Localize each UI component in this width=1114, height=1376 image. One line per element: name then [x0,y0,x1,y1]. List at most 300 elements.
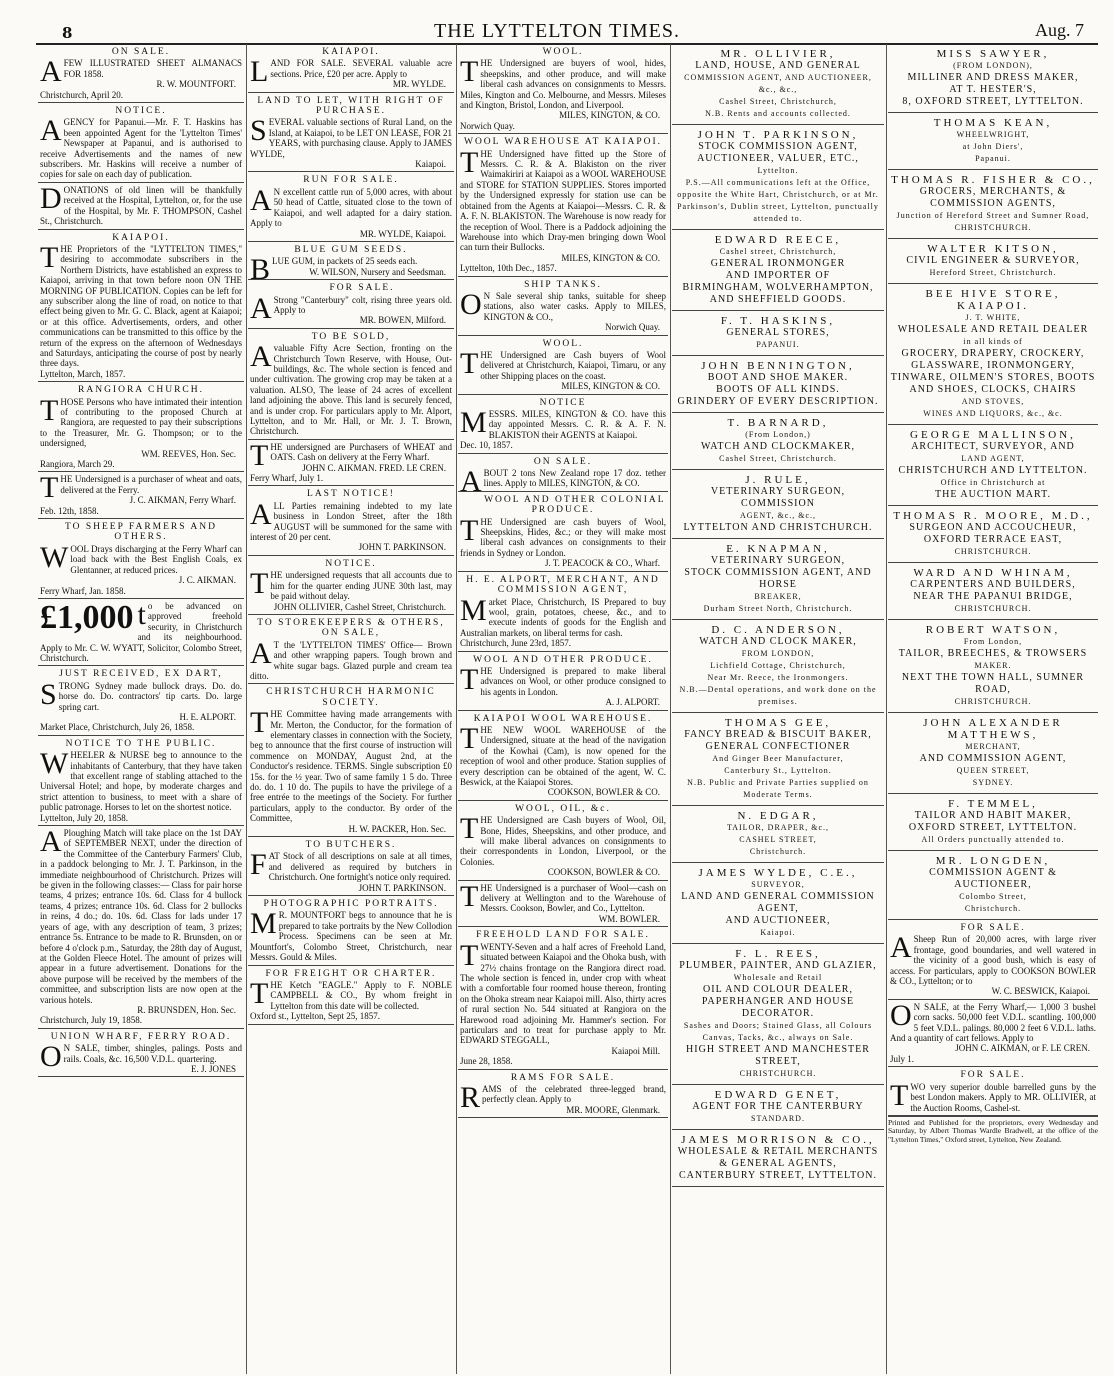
advertisement [38,599,244,666]
ad-dateline: July 1. [890,1053,915,1064]
card-line: All Orders punctually attended to. [921,835,1065,844]
ad-signature: W. WILSON, Nursery and Seedsman. [309,266,446,277]
advertisement [248,329,454,440]
ad-dateline: Lyttelton, July 20, 1858. [40,812,129,823]
card-line: CHRISTCHURCH. [954,604,1032,613]
ad-dateline: Christchurch, April 20. [40,89,123,100]
ad-heading: FOR FREIGHT OR CHARTER. [265,968,437,979]
card-line: CIVIL ENGINEER & SURVEYOR, [906,255,1080,266]
ad-body: THE Undersigned are buyers of wool, hides, sheepskins, and other produce, and will make liberal cash advances on consignments to Messrs. Miles, Kington and Co. Melbourne, and Messrs. Mileses and Kington, Bristol, London, and Liverpool. [460,55,666,111]
card-line: Papanui. [975,154,1011,163]
ad-signature: W. C. BESWICK, Kaiapoi. [991,986,1090,997]
advertisement [38,183,244,230]
column-2 [248,44,454,1372]
card-line: WHOLESALE & RETAIL MERCHANTS [677,1146,879,1157]
advertisement [888,1067,1098,1116]
card-line: GROCERS, MERCHANTS, & COMMISSION AGENTS, [919,186,1067,209]
ad-body: THE Undersigned are Cash buyers of Wool delivered at Christchurch, Kaiapoi, Timaru, or any other Shipping places on the coast. [460,346,666,381]
card-line: TINWARE, OILMEN'S STORES, BOOTS [890,372,1096,383]
card-line: N.B.—Dental operations, and work done on the premises. [679,685,877,706]
ad-heading: WOOL, OIL, &c. [515,803,611,814]
ad-heading: NOTICE [539,397,587,408]
card-line: 8, OXFORD STREET, LYTTELTON. [902,96,1084,107]
card-line: WATCH AND CLOCKMAKER, [700,441,856,452]
card-name: WALTER KITSON, [927,243,1059,255]
card-line: Christchurch. [749,847,807,856]
column-divider [246,44,247,1374]
ad-body: to be advanced on approved freehold security, in Christchurch and its neighbourhood. Apply to Mr. C. W. WYATT, Solicitor, Colombo Street, Christchurch. [40,597,242,663]
ad-body: THE undersigned requests that all accounts due to him for the quarter ending JUNE 30th last, may be paid without delay. [250,567,452,602]
ad-large-amount: £1,000 [40,598,134,636]
card-line: LAND AGENT, [961,454,1025,463]
ad-heading: RANGIORA CHURCH. [78,385,204,396]
ad-body: RAMS of the celebrated three-legged brand, perfectly clean. Apply to [460,1080,666,1114]
ad-body: AN excellent cattle run of 5,000 acres, with about 50 head of Cattle, situated close to the town of Kaiapoi, and well adapted for a dairy station. Apply to [250,183,452,229]
advertisement [38,103,244,183]
advertisement [458,336,668,395]
card-line: FROM LONDON, [741,649,815,658]
business-card [672,863,884,944]
ad-dateline: Norwich Quay. [460,120,515,131]
ad-heading: PHOTOGRAPHIC PORTRAITS. [263,899,439,910]
ad-signature: Norwich Quay. [605,322,660,333]
business-card [672,470,884,539]
ad-heading: NOTICE TO THE PUBLIC. [65,738,217,749]
ad-heading: LAND TO LET, WITH RIGHT OF PURCHASE. [257,95,445,117]
ad-heading: BLUE GUM SEEDS. [294,244,408,255]
ad-signature: J. C. AIKMAN. [178,575,236,586]
ad-body: THE Undersigned are Cash buyers of Wool, Oil, Bone, Hides, Sheepskins, and other produce, and will make liberal advances on consignments to their correspondents in London, Liverpool, or the Colonies. [460,812,666,867]
card-line: SURVEYOR, [751,880,805,889]
advertisement [248,93,454,173]
card-line: From London, [963,637,1023,646]
ad-dateline: Lyttelton, 10th Dec., 1857. [460,263,557,274]
card-name: T. BARNARD, [727,417,829,429]
advertisement [458,801,668,881]
card-line: GENERAL CONFECTIONER [705,741,851,752]
business-card [888,506,1098,563]
ad-signature: Kaiapoi. [415,159,446,170]
card-line: WINES AND LIQUORS, &c., &c. [923,409,1063,418]
business-card [888,113,1098,170]
business-card [672,944,884,1085]
card-line: STOCK COMMISSION AGENT, [698,141,858,152]
card-name: MR. OLLIVIER, [720,48,836,60]
card-line: PAPANUI. [756,340,800,349]
card-line: (From London,) [745,430,811,439]
ad-signature: COOKSON, BOWLER & CO. [547,787,660,798]
advertisement [38,736,244,826]
advertisement [38,44,244,103]
card-line: Cashel Street, Christchurch. [719,454,837,463]
ad-dateline: June 28, 1858. [460,1056,513,1067]
card-line: AGENT FOR THE CANTERBURY [692,1101,864,1112]
card-line: PAPERHANGER AND HOUSE DECORATOR. [701,996,855,1019]
card-line: VETERINARY SURGEON, [710,555,846,566]
ad-body: Market Place, Christchurch, IS Prepared to buy wool, grain, potatoes, cheese, &c., and to execute indents of goods for the English and Australian markets, on liberal terms for cash. [460,593,666,638]
card-line: Wholesale and Retail [733,973,823,982]
ad-heading: TO BUTCHERS. [305,840,397,851]
ad-signature: WM. BOWLER. [598,913,660,924]
ad-signature: E. J. JONES [190,1063,236,1074]
ad-signature: COOKSON, BOWLER & CO. [547,867,660,878]
ad-dateline: Christchurch, June 23rd, 1857. [460,638,571,649]
column-divider [886,44,887,1374]
card-line: LAND, HOUSE, AND GENERAL [695,60,861,71]
card-line: CHRISTCHURCH. [954,223,1032,232]
ad-signature: JOHN T. PARKINSON. [358,542,446,553]
ad-signature: MR. MOORE, Glenmark. [566,1104,660,1115]
ad-heading: TO BE SOLD, [311,331,391,342]
card-name: THOMAS GEE, [724,717,832,729]
ad-body: ON SALE, timber, shingles, palings. Posts and rails. Coals, &c. 16,500 V.D.L. quartering. [40,1040,242,1074]
ad-heading: FOR SALE. [960,1070,1026,1081]
business-card [672,806,884,863]
card-name: EDWARD REECE, [714,234,842,246]
ad-signature: JOHN C. AIKMAN. FRED. LE CREN. [302,462,446,473]
advertisement [248,684,454,837]
card-name: JOHN T. PARKINSON, [697,129,859,141]
card-line: Cashel Street, Christchurch, [719,97,837,106]
card-name: THOMAS R. FISHER & CO., [891,174,1095,186]
card-line: WHOLESALE AND RETAIL DEALER [897,324,1089,335]
advertisement [248,242,454,287]
ad-heading: FOR SALE. [329,283,395,294]
ad-body: FAT Stock of all descriptions on sale at all times, and delivered as required by butchers in Christchurch. One fortnight's notice only required. [250,848,452,883]
ad-heading: KAIAPOI. [112,232,170,243]
ad-heading: JUST RECEIVED, EX DART, [59,669,223,680]
card-line: N.B. Public and Private Parties supplied on Moderate Terms. [687,778,869,799]
newspaper-title: THE LYTTELTON TIMES. [434,20,680,42]
ad-body: WHEELER & NURSE beg to announce to the inhabitants of Canterbury, that they have taken that excellent range of stabling attached to the Universal Hotel; and hope, by moderate charges and strict attention to business, to meet with a share of public patronage. Horses to let on the shortest notice. [40,747,242,813]
ad-signature: J. T. PEACOCK & CO., Wharf. [544,558,660,569]
ad-heading: ON SALE. [111,47,171,57]
advertisement [458,927,668,1069]
advertisement [458,44,668,134]
business-card [888,563,1098,620]
business-card [888,239,1098,284]
advertisement [248,440,454,487]
card-line: & GENERAL AGENTS, [719,1158,837,1169]
ad-body: MESSRS. MILES, KINGTON & CO. have this day appointed Messrs. C. R. & A. F. N. BLAKISTON their AGENTS at Kaiapoi. [460,406,666,440]
advertisement [38,826,244,1029]
card-name: GEORGE MALLINSON, [910,429,1076,441]
card-line: SYDNEY. [972,778,1014,787]
ad-dateline: Ferry Wharf, July 1. [250,473,324,484]
ad-signature: Kaiapoi Mill. [611,1045,660,1056]
advertisement [248,280,454,329]
business-card [888,425,1098,506]
business-card [888,794,1098,851]
ad-body: THE Undersigned have fitted up the Store of Messrs. C. R. & A. Blakiston on the river Waimakiriri at Kaiapoi as a WOOL WAREHOUSE and STORE for STATION SUPPLIES. Stores imported by the Undersigned expressly for station use can be obtained from the Agents at Kaiapoi—Messrs. C. R. & A. F. N. BLAKISTON. The Warehouse is now ready for the reception of Wool. There is a Paddock adjoining the Warehouse into which Dray-men bringing down Wool can turn their Bullocks. [460,145,666,253]
advertisement [458,572,668,652]
card-name: F. L. REES, [735,948,821,960]
card-name: D. C. ANDERSON, [711,624,845,636]
advertisement [458,492,668,572]
card-line: NEAR THE PAPANUI BRIDGE, [913,591,1073,602]
ad-heading: WOOL AND OTHER PRODUCE. [473,654,653,665]
ad-signature: JOHN C. AIKMAN, or F. LE CREN. [955,1043,1090,1054]
ad-dateline: Oxford st., Lyttelton, Sept 25, 1857. [250,1011,380,1022]
card-line: FANCY BREAD & BISCUIT BAKER, [684,729,872,740]
ad-heading: RUN FOR SALE. [303,175,399,186]
advertisement [38,1029,244,1078]
printer-imprint: Printed and Published for the proprietors, every Wednesday and Saturday, by Albert Thomas Wardle Bradwell, at the office of the "Lyttelton Times," Oxford street, Lyttelton, New Zealand. [888,1117,1098,1144]
advertisement [458,652,668,711]
column-4 [672,44,884,1372]
ad-body: THE Proprietors of the "LYTTELTON TIMES," desiring to accommodate subscribers in the Northern Districts, have established an express to Kaiapoi, arriving in that town before noon ON THE MORNING OF PUBLICATION. Copies can be left for any subscriber along the line of road, on notice to that effect being given to Mr. G. C. Black, agent at Kaiapoi; or at this office. Advertisements, orders, and other communications can be transmitted to this office by the return of the express on the afternoon of Wednesdays and Saturdays, anticipating the course of post by nearly three days. [40,240,242,369]
card-line: AT T. HESTER'S, [949,84,1037,95]
ad-body: THOSE Persons who have intimated their intention of contributing to the proposed Church at Rangiora, are requested to pay their subscriptions to the Treasurer, Mr. G. Thompson; or to the undersigned, [40,393,242,449]
card-line: OXFORD STREET, LYTTELTON. [908,822,1078,833]
ad-signature: MILES, KINGTON & CO. [561,252,660,263]
ad-body: THE Ketch "EAGLE." Apply to F. NOBLE CAMPBELL & CO., By whom freight in Lyttelton from this date will be collected. [250,976,452,1011]
ad-body: AStrong "Canterbury" colt, rising three years old. Apply to [250,291,452,325]
ad-signature: J. C. AIKMAN, Ferry Wharf. [129,495,236,506]
ad-body: ON SALE, at the Ferry Wharf,— 1,000 3 bushel corn sacks. 50,000 feet V.D.L. scantling. 100,000 5 feet V.D.L. palings. 80,000 2 feet 6 V.D.L. laths. And a quantity of cart fellows. Apply to [890,998,1096,1044]
ad-dateline: Lyttelton, March, 1857. [40,368,126,379]
card-name: N. EDGAR, [737,810,819,822]
business-card [888,44,1098,113]
ad-signature: MR. WYLDE, Kaiapoi. [359,228,446,239]
advertisement [248,44,454,93]
ad-heading: RAMS FOR SALE. [510,1072,616,1083]
business-card [672,356,884,413]
ad-heading: FREEHOLD LAND FOR SALE. [476,930,650,941]
business-card [672,413,884,470]
card-line: NEXT THE TOWN HALL, SUMNER ROAD, [901,672,1085,695]
advertisement [38,666,244,735]
card-name: F. T. HASKINS, [720,315,836,327]
advertisement [248,486,454,555]
ad-body: THE Committee having made arrangements with Mr. Merton, the Conductor, for the formation of elementary classes in connection with the Society, beg to announce that the first course of instruction will commence on MONDAY, August 2nd, at the Conductor's residence. TERMS. Single subscription £0 15s. for the ½ year. Two of same family 1 5 do. Three do. do. 1 10 do. The pupils to have the privilege of a free entrée to the meetings of the Society. For further particulars, apply to the conductor. By order of the Committee, [250,706,452,824]
advertisement [248,896,454,965]
ad-heading: NOTICE. [325,558,377,569]
ad-body: ASheep Run of 20,000 acres, with large river frontage, good boundaries, and well watered in the vicinity of a good bush, which is easy of access. For particulars, apply to COOKSON BOWLER & CO., Lyttelton; or to [890,931,1096,987]
ad-body: AGENCY for Papanui.—Mr. F. T. Haskins has been appointed Agent for the 'Lyttelton Times' Newspaper at Papanui, and is authorised to receive Advertisements and the names of new subscribers. Mr. Haskins will receive a number of copies for sale on each day of publication. [40,114,242,180]
card-line: at John Diers', [962,142,1024,151]
ad-dateline: Feb. 12th, 1858. [40,505,99,516]
card-line: WHEELWRIGHT, [956,130,1030,139]
card-line: GROCERY, DRAPERY, CROCKERY, [901,348,1085,359]
ad-heading: TO STOREKEEPERS & OTHERS, ON SALE, [257,617,445,639]
card-line: Cashel street, Christchurch, [719,247,837,256]
card-line: P.S.—All communications left at the Office, opposite the White Hart, Christchurch, or at Mr. Parkinson's, Dublin street, Lyttelton, punctually attended to. [677,178,879,223]
ad-body: AFEW ILLUSTRATED SHEET ALMANACS FOR 1858. [40,55,242,89]
card-line: MERCHANT, [965,742,1021,751]
ad-heading: WOOL WAREHOUSE AT KAIAPOI. [463,137,663,148]
masthead [0,0,1114,40]
card-line: BOOT AND SHOE MAKER. [707,372,849,383]
card-line: AND SHOES, CLOCKS, CHAIRS [909,384,1077,395]
card-line: Sashes and Doors; Stained Glass, all Colours [683,1021,873,1030]
ad-body: BLUE GUM, in packets of 25 seeds each. [250,253,418,287]
card-line: Lyttelton. [757,166,799,175]
advertisement [888,1000,1098,1067]
advertisement [38,519,244,599]
card-name: EDWARD GENET, [714,1089,842,1101]
card-line: CHRISTCHURCH. [739,1069,817,1078]
advertisement [888,920,1098,1000]
card-line: Canvas, Tacks, &c., always on Sale. [702,1033,854,1042]
card-name: MISS SAWYER, [936,48,1050,60]
ad-body: THE NEW WOOL WAREHOUSE of the Undersigned, situate at the head of the navigation of the Kowhai (Cam), is now opened for the reception of wool and other produce. Station supplies of every description can be obtained of the agent, W. C. Beswick, at the Kaiapoi Stores. [460,721,666,787]
ad-body: THE Undersigned is prepared to make liberal advances on Wool, or other produce consigned to his agents in London. [460,662,666,697]
ad-signature: A. J. ALPORT. [605,697,660,708]
ad-heading: WOOL. [542,47,584,57]
card-line: Junction of Hereford Street and Sumner Road, [896,211,1090,220]
ad-signature: MR. WYLDE. [392,79,446,90]
ad-signature: JOHN OLLIVIER, Cashel Street, Christchurch. [273,601,446,612]
ad-body: Avaluable Fifty Acre Section, fronting on the Christchurch Town Reserve, with House, Out-buildings, &c. The whole section is fenced and under cultivation. The growing crop may be taken at a valuation. ALSO, The lease of 24 acres of excellent land adjoining the above. This land is securely fenced, and is under crop. For particulars apply to Mr. Alport, Lyttelton, and to Mr. Hall, or Mr. J. T. Brown, Christchurch. [250,340,452,437]
advertisement [38,230,244,383]
advertisement [458,1070,668,1119]
card-name: ROBERT WATSON, [925,624,1061,636]
ad-signature: JOHN T. PARKINSON. [358,882,446,893]
card-line: WATCH AND CLOCK MAKER, [699,636,857,647]
card-line: AUCTIONEER, VALUER, ETC., [697,153,859,164]
card-name: BEE HIVE STORE, KAIAPOI. [925,288,1061,312]
card-line: MAKER. [974,661,1012,670]
card-name: MR. LONGDEN, [935,855,1051,867]
ad-dateline: Dec. 10, 1857. [460,440,513,451]
business-card [672,1085,884,1130]
card-line: Near Mr. Reece, the Ironmongers. [707,673,849,682]
card-line: ARCHITECT, SURVEYOR, AND [911,441,1075,452]
ad-dateline: Rangiora, March 29. [40,459,115,470]
card-line: STOCK COMMISSION AGENT, AND HORSE [684,567,872,590]
ad-signature: MILES, KINGTON, & CO. [559,110,660,121]
advertisement [38,382,244,472]
card-name: E. KNAPMAN, [726,543,830,555]
card-line: GENERAL IRONMONGER [710,258,846,269]
ad-signature: R. BRUNSDEN, Hon. Sec. [137,1004,236,1015]
ad-heading: ON SALE. [533,456,593,467]
card-line: BOOTS OF ALL KINDS. [716,384,840,395]
card-line: Durham Street North, Christchurch. [703,604,853,613]
card-line: CARPENTERS AND BUILDERS, [910,579,1076,590]
ad-heading: CHRISTCHURCH HARMONIC SOCIETY. [266,687,436,708]
column-5 [888,44,1098,1372]
advertisement [458,134,668,276]
card-line: THE AUCTION MART. [935,489,1051,500]
ad-body: MR. MOUNTFORT begs to announce that he is prepared to take portraits by the New Collodion Process. Specimens can be seen at Mr. Mountfort's, Colombo Street, Christchurch, near Messrs. Gould & Miles. [250,907,452,963]
business-card [672,539,884,620]
ad-heading: SHIP TANKS. [524,279,602,290]
card-line: LAND AND GENERAL COMMISSION AGENT, [681,891,875,914]
card-line: Office in Christchurch at [940,478,1046,487]
ad-body: ON Sale several ship tanks, suitable for sheep stations, also water casks. Apply to MILES, KINGTON & CO., [460,287,666,322]
ad-heading: KAIAPOI WOOL WAREHOUSE. [473,713,653,724]
ad-body: THE Undersigned are cash buyers of Wool, Sheepskins, Hides, &c.; or they will make most liberal cash advances on consignments to their friends in Sydney or London. [460,513,666,558]
business-card [672,311,884,356]
ad-body: STRONG Sydney made bullock drays. Do. do. horse do. Do. contractors' tip carts. Do. large spring cart. [40,677,242,712]
card-line: QUEEN STREET, [956,766,1030,775]
advertisement [248,556,454,615]
ad-dateline: Ferry Wharf, Jan. 1858. [40,585,126,596]
column-3 [458,44,668,1372]
business-card [888,284,1098,425]
advertisement [248,172,454,241]
column-1 [38,44,244,1372]
business-card [888,170,1098,239]
card-line: GENERAL STORES, [726,327,830,338]
business-card [672,125,884,230]
ad-body: THE undersigned are Purchasers of WHEAT and OATS. Cash on delivery at the Ferry Wharf. [250,438,452,472]
card-line: Canterbury St., Lyttelton. [724,766,832,775]
ad-heading: WOOL. [542,338,584,349]
advertisement [248,615,454,684]
card-line: And Ginger Beer Manufacturer, [712,754,844,763]
ad-body: APloughing Match will take place on the 1st DAY of SEPTEMBER NEXT, under the direction of the Committee of the Canterbury Farmers' Club, in a paddock belonging to Mr. J. T. Parkinson, in the immediate neighbourhood of Christchurch. Prizes will be given in the following classes:— Class for pair horse teams, 4 prizes; entrance 10s. 6d. Class for 4 bullock teams, 4 prizes; entrance 10s. 6d. Class for 2 bullocks in reins, 4 do.; do. 10s. 6d. Class for lads under 17 years of age, with any description of team, 3 prizes; entrance 5s. Entrance to be made to R. Brunsden, on or before 4 o'clock p.m., Saturday, the 28th day of August, at the Golden Fleece Hotel. The amount of prizes will appear in a future advertisement. Donations for the above purpose will be received by the members of the committee, and subscription lists are now open at the various hotels. [40,825,242,1005]
advertisement [458,395,668,454]
column-divider [670,44,671,1374]
advertisement [458,454,668,499]
ad-body: SEVERAL valuable sections of Rural Land, on the Island, at Kaiapoi, to be LET ON LEASE, FOR 21 YEARS, with purchasing clause. Apply to JAMES WYLDE, [250,114,452,159]
card-name: THOMAS KEAN, [933,117,1053,129]
ad-body: ABOUT 2 tons New Zealand rope 17 doz. tether lines. Apply to MILES, KINGTON, & CO. [460,465,666,499]
card-line: Hereford Street, Christchurch. [929,268,1057,277]
advertisement [458,881,668,928]
card-line: STANDARD. [751,1114,805,1123]
ad-body: TWO very superior double barrelled guns by the best London makers. Apply to MR. OLLIVIER, at the Auction Rooms, Cashel-st. [890,1078,1096,1113]
card-line: Colombo Street, [959,892,1027,901]
ad-signature: WM. REEVES, Hon. Sec. [141,448,236,459]
card-line: CANTERBURY STREET, LYTTELTON. [679,1170,877,1181]
card-line: CHRISTCHURCH. [954,697,1032,706]
card-line: OIL AND COLOUR DEALER, [703,984,853,995]
card-line: Lichfield Cottage, Christchurch, [710,661,846,670]
ad-body: ALL Parties remaining indebted to my late business in London Street, after the 18th AUGUST will be summoned for the same with interest of 20 per cent. [250,497,452,543]
ad-body: THE Undersigned is a purchaser of wheat and oats, delivered at the Ferry. [40,471,242,505]
business-card [672,1130,884,1187]
card-line: AND IMPORTER OF [725,270,831,281]
card-name: JAMES WYLDE, C.E., [698,867,858,879]
ad-body: TWENTY-Seven and a half acres of Freehold Land, situated between Kaiapoi and the Ohoka bush, with 27½ chains frontage on the Rangiora direct road. The whole section is fenced in, under crop with wheat with a comfortable four roomed house thereon, fronting on the Ohoka stream near Kaiapoi mill. Also, thirty acres of rural section No. 544 situated at Rangiora on the Harewood road adjoining Mr. Hammer's section. For particulars and to treat for purchase apply to Mr. EDWARD STEGGALL, [460,938,666,1046]
business-card [672,713,884,806]
ad-heading: UNION WHARF, FERRY ROAD. [50,1031,232,1042]
card-name: JOHN BENNINGTON, [701,360,855,372]
card-line: CASHEL STREET, [739,835,817,844]
ad-body: LAND FOR SALE. SEVERAL valuable acre sections. Price, £20 per acre. Apply to [250,55,452,89]
card-line: SURGEON AND ACCOUCHEUR, [909,522,1077,533]
card-line: OXFORD TERRACE EAST, [923,534,1063,545]
card-line: BREAKER, [754,592,802,601]
advertisement [248,966,454,1025]
ad-body: THE Undersigned is a purchaser of Wool—cash on delivery at Wellington and to the Warehouse of Messrs. Cookson, Bowler, and Co., Lyttelton. [460,879,666,914]
card-line: PLUMBER, PAINTER, AND GLAZIER, [679,960,877,971]
ad-body: AT the 'LYTTELTON TIMES' Office— Brown and other wrapping papers. Tough brown and white sugar bags. Glazed purple and cream tea ditto. [250,636,452,681]
card-name: F. TEMMEL, [948,798,1038,810]
card-line: Christchurch. [964,904,1022,913]
card-name: JOHN ALEXANDER MATTHEWS, [923,717,1063,741]
advertisement [248,837,454,896]
business-card [672,230,884,311]
ad-body: DONATIONS of old linen will be thankfully received at the Hospital, Lyttelton, or, for the use of the Hospital, by Mr. F. THOMPSON, Cashel St., Christchurch. [40,181,242,227]
issue-date: Aug. 7 [1035,20,1084,40]
card-name: WARD AND WHINAM, [913,567,1073,579]
ad-heading: WOOL AND OTHER COLONIAL PRODUCE. [484,494,666,516]
advertisement [38,472,244,519]
business-card [888,851,1098,920]
business-card [672,44,884,125]
ad-heading: H. E. ALPORT, MERCHANT, AND COMMISSION AGENT, [466,574,660,596]
advertisement [458,711,668,801]
card-line: LYTTELTON AND CHRISTCHURCH. [683,522,873,533]
business-card [888,713,1098,794]
ad-heading: TO SHEEP FARMERS AND OTHERS. [64,522,217,543]
business-card [888,620,1098,713]
